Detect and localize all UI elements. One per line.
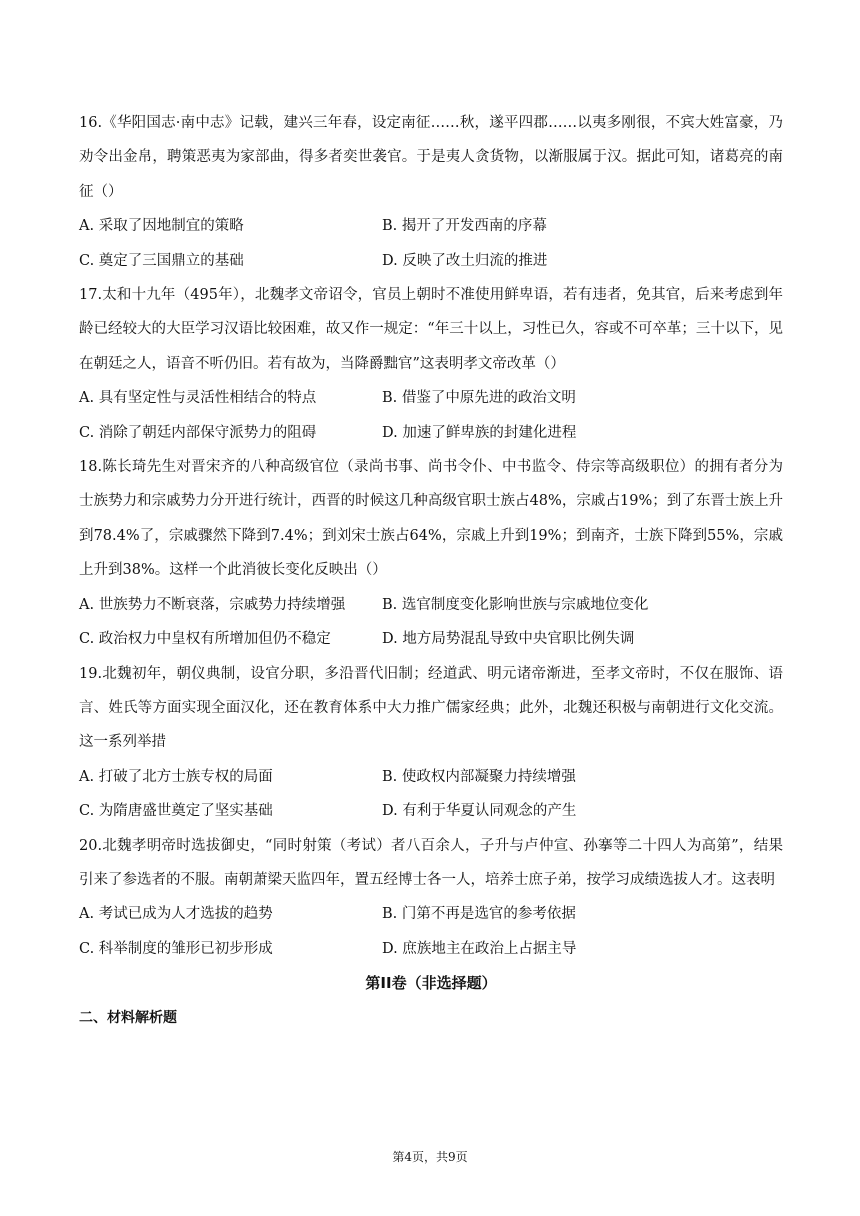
section-title: 第II卷（非选择题）: [365, 974, 497, 993]
question-stem: 18.陈长琦先生对晋宋齐的八种高级官位（录尚书事、尚书令仆、中书监令、侍宗等高级职位）的拥有者分为士族势力和宗戚势力分开进行统计，西晋的时候这几种高级官职士族占48%，宗戚占19%；到了东晋士族上升到78.4%了，宗戚骤然下降到7.4%；到刘宋士族占64%，宗戚上升到19%；到南齐，士族下降到55%，宗戚上升到38%。这样一个此消彼长变化反映出（）: [79, 459, 783, 579]
option-d: D. 地方局势混乱导致中央官职比例失调: [382, 631, 635, 648]
option-a: A. 考试已成为人才选拔的趋势: [79, 906, 273, 923]
option-c: C. 政治权力中皇权有所增加但仍不稳定: [79, 631, 331, 648]
answer-options: [79, 381, 783, 450]
question-stem: 16.《华阳国志·南中志》记载，建兴三年春，设定南征……秋，遂平四郡……以夷多刚很，不宾大姓富豪，乃劝令出金帛，聘策恶夷为家部曲，得多者奕世袭官。于是夷人贪货物，以渐服属于汉。据此可知，诸葛亮的南征（）: [79, 115, 783, 200]
option-b: B. 选官制度变化影响世族与宗戚地位变化: [382, 596, 649, 613]
question-17: [79, 278, 783, 450]
option-a: A. 具有坚定性与灵活性相结合的特点: [79, 390, 317, 407]
question-stem: 17.太和十九年（495年），北魏孝文帝诏令，官员上朝时不准使用鲜卑语，若有违者，免其官，后来考虑到年龄已经较大的大臣学习汉语比较困难，故又作一规定：“年三十以上，习性已久，容或不可卒革；三十以下，见在朝廷之人，语音不听仍旧。若有故为，当降爵黜官”这表明孝文帝改革（）: [79, 287, 783, 372]
page-footer: 第4页，共9页: [392, 1150, 468, 1164]
question-16: [79, 106, 783, 278]
question-19: [79, 657, 783, 829]
option-d: D. 反映了改土归流的推进: [382, 252, 548, 269]
option-b: B. 揭开了开发西南的序幕: [382, 218, 547, 235]
question-stem: 19.北魏初年，朝仪典制，设官分职，多沿晋代旧制；经道武、明元诸帝渐进，至孝文帝时，不仅在服饰、语言、姓氏等方面实现全面汉化，还在教育体系中大力推广儒家经典；此外，北魏还积极与南朝进行文化交流。这一系列举措: [79, 665, 783, 751]
option-b: B. 门第不再是选官的参考依据: [382, 906, 576, 923]
option-b: B. 使政权内部凝聚力持续增强: [382, 768, 576, 785]
option-d: D. 加速了鲜卑族的封建化进程: [382, 424, 577, 441]
section-subtitle: 二、材料解析题: [79, 1009, 177, 1026]
option-a: A. 世族势力不断衰落，宗戚势力持续增强: [79, 596, 346, 613]
option-a: A. 采取了因地制宜的策略: [79, 218, 244, 235]
option-c: C. 消除了朝廷内部保守派势力的阻碍: [79, 424, 317, 441]
option-d: D. 有利于华夏认同观念的产生: [382, 803, 577, 820]
exam-page-content: [79, 106, 783, 1035]
option-c: C. 科举制度的雏形已初步形成: [79, 940, 273, 957]
question-stem: 20.北魏孝明帝时选拔御史，“同时射策（考试）者八百余人，子升与卢仲宣、孙搴等二十四人为高第”，结果引来了参选者的不服。南朝萧梁天监四年，置五经博士各一人，培养士庶子弟，按学习成绩选拔人才。这表明: [79, 837, 783, 888]
answer-options: [79, 897, 783, 966]
answer-options: [79, 209, 783, 278]
question-20: [79, 829, 783, 967]
option-a: A. 打破了北方士族专权的局面: [79, 768, 273, 785]
option-c: C. 为隋唐盛世奠定了坚实基础: [79, 803, 273, 820]
option-c: C. 奠定了三国鼎立的基础: [79, 252, 244, 269]
answer-options: [79, 588, 783, 657]
option-b: B. 借鉴了中原先进的政治文明: [382, 390, 576, 407]
option-d: D. 庶族地主在政治上占据主导: [382, 940, 577, 957]
answer-options: [79, 760, 783, 829]
question-18: [79, 450, 783, 656]
